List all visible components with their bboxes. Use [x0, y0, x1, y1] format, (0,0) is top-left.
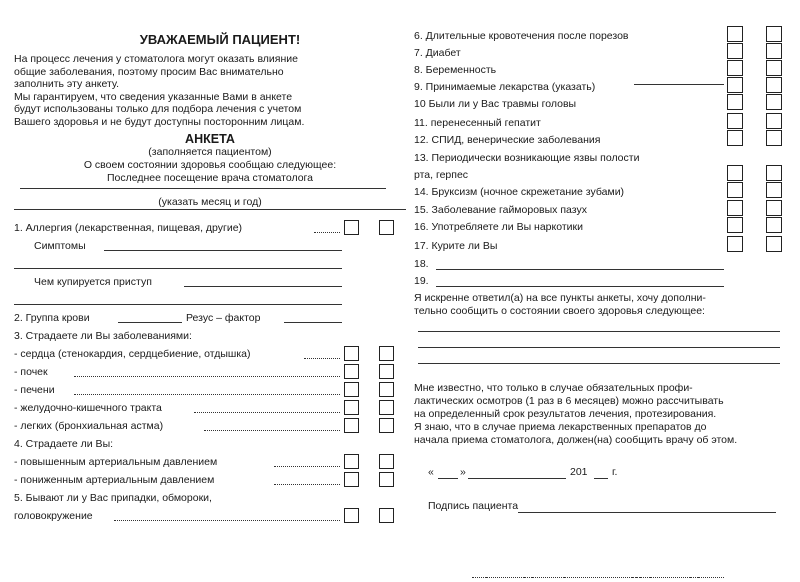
right-no-checkbox[interactable]	[766, 217, 782, 233]
notice-line: на определенный срок результатов лечения, протезирования.	[414, 408, 717, 420]
relief-label: Чем купируется приступ	[14, 276, 154, 288]
right-no-checkbox[interactable]	[766, 182, 782, 198]
q3-heading-row	[14, 327, 406, 345]
q4-item-row	[14, 471, 406, 489]
date-month-field[interactable]	[468, 478, 566, 479]
additional-info-field[interactable]	[418, 347, 780, 348]
q5-row	[14, 489, 406, 507]
right-no-checkbox[interactable]	[766, 200, 782, 216]
right-item-label: 10 Были ли у Вас травмы головы	[414, 98, 577, 110]
right-yes-checkbox[interactable]	[727, 236, 743, 252]
q3-liver-yes-checkbox[interactable]	[344, 382, 359, 397]
right-item-label: 13. Периодически возникающие язвы полости	[414, 152, 640, 164]
relief-row-2	[14, 291, 406, 309]
right-yes-checkbox[interactable]	[727, 113, 743, 129]
right-yes-checkbox[interactable]	[727, 130, 743, 146]
right-item-label: 8. Беременность	[414, 64, 497, 76]
q5-row-2	[14, 507, 406, 525]
right-yes-checkbox[interactable]	[727, 182, 743, 198]
q3-item-row	[14, 417, 406, 435]
q3-item-label: - сердца (стенокардия, сердцебиение, отдышка)	[14, 348, 251, 360]
right-item-row	[414, 240, 497, 252]
right-item-label: 7. Диабет	[414, 47, 461, 59]
q3-lungs-no-checkbox[interactable]	[379, 418, 394, 433]
right-no-checkbox[interactable]	[766, 165, 782, 181]
intro-line: общие заболевания, поэтому просим Вас внимательно	[14, 65, 284, 78]
right-item-label: 6. Длительные кровотечения после порезов	[414, 30, 629, 42]
q3-item-label: - желудочно-кишечного тракта	[14, 402, 162, 414]
q1-no-checkbox[interactable]	[379, 220, 394, 235]
signature-field[interactable]	[518, 512, 776, 513]
symptoms-label: Симптомы	[14, 240, 88, 252]
right-yes-checkbox[interactable]	[727, 94, 743, 110]
right-item-label: 16. Употребляете ли Вы наркотики	[414, 221, 583, 233]
notice-block	[414, 382, 794, 447]
right-item-label: 17. Курите ли Вы	[414, 240, 498, 252]
date-day-field[interactable]	[438, 478, 458, 479]
q3-liver-no-checkbox[interactable]	[379, 382, 394, 397]
right-item-label: 9. Принимаемые лекарства (указать)	[414, 81, 596, 93]
rh-factor-field[interactable]	[284, 322, 342, 323]
right-item-label: 18.	[414, 258, 429, 270]
right-item-row	[414, 204, 587, 216]
right-yes-checkbox[interactable]	[727, 77, 743, 93]
q3-item-label: - легких (бронхиальная астма)	[14, 420, 164, 432]
q4-item-label: - пониженным артериальным давлением	[14, 474, 215, 486]
symptoms-field[interactable]	[104, 250, 342, 251]
right-item-row	[414, 47, 461, 59]
date-close-quote: »	[460, 466, 466, 478]
health-state-heading: О своем состоянии здоровья сообщаю следующее:	[83, 159, 337, 171]
q4-label: 4. Страдаете ли Вы:	[14, 438, 114, 450]
intro-line: На процесс лечения у стоматолога могут оказать влияние	[14, 53, 298, 65]
q3-heart-no-checkbox[interactable]	[379, 346, 394, 361]
rh-factor-label: Резус – фактор	[186, 309, 262, 327]
filled-by-note: (заполняется пациентом)	[148, 146, 272, 158]
q5-label-line1: 5. Бывают ли у Вас припадки, обмороки,	[14, 492, 212, 504]
additional-info-line: тельно сообщить о состоянии своего здоровья следующее:	[414, 305, 705, 317]
right-item-label: 14. Бруксизм (ночное скрежетание зубами)	[414, 186, 625, 198]
q3-gi-yes-checkbox[interactable]	[344, 400, 359, 415]
medications-field[interactable]	[634, 84, 724, 85]
item-19-field[interactable]	[436, 286, 724, 287]
symptoms-field-2[interactable]	[14, 268, 342, 269]
q2-row	[14, 309, 406, 327]
relief-row	[14, 273, 406, 291]
q5-label-line2: головокружение	[14, 510, 93, 522]
q4-heading-row	[14, 435, 406, 453]
q4-item-label: - повышенным артериальным давлением	[14, 456, 218, 468]
last-visit-label: Последнее посещение врача стоматолога	[107, 172, 313, 184]
q3-item-row	[14, 399, 406, 417]
intro-line: Вашего здоровья и не будут доступны посторонним лицам.	[14, 115, 305, 128]
right-item-row	[414, 30, 629, 42]
q5-no-checkbox[interactable]	[379, 508, 394, 523]
right-no-checkbox[interactable]	[766, 77, 782, 93]
right-item-row	[414, 81, 595, 93]
q3-item-label: - почек	[14, 366, 48, 378]
intro-line: будут использованы только для подбора лечения с учетом	[14, 103, 302, 115]
signature-label: Подпись пациента	[428, 500, 519, 512]
blood-group-field[interactable]	[118, 322, 182, 323]
right-item-row	[414, 152, 639, 164]
date-suffix: г.	[612, 466, 618, 478]
right-item-row	[414, 221, 583, 233]
right-item-row	[414, 169, 468, 181]
q3-item-row	[14, 345, 406, 363]
additional-info-line: Я искренне ответил(а) на все пункты анкеты, хочу дополни-	[414, 292, 706, 304]
q3-label: 3. Страдаете ли Вы заболеваниями:	[14, 330, 192, 342]
right-item-row	[414, 258, 429, 270]
q4-high-bp-yes-checkbox[interactable]	[344, 454, 359, 469]
intro-line: Мы гарантируем, что сведения указанные Вами в анкете	[14, 90, 293, 103]
q5-yes-checkbox[interactable]	[344, 508, 359, 523]
additional-info-field[interactable]	[418, 363, 780, 364]
right-no-checkbox[interactable]	[766, 236, 782, 252]
q3-item-row	[14, 363, 406, 381]
right-item-row	[414, 186, 624, 198]
q3-kidney-yes-checkbox[interactable]	[344, 364, 359, 379]
right-no-checkbox[interactable]	[766, 94, 782, 110]
right-no-checkbox[interactable]	[766, 43, 782, 59]
q3-gi-no-checkbox[interactable]	[379, 400, 394, 415]
notice-line: Я знаю, что в случае приема лекарственных препаратов до	[414, 421, 707, 433]
right-yes-checkbox[interactable]	[727, 200, 743, 216]
q1-yes-checkbox[interactable]	[344, 220, 359, 235]
symptoms-row-2	[14, 255, 406, 273]
q3-kidney-no-checkbox[interactable]	[379, 364, 394, 379]
symptoms-row	[14, 237, 406, 255]
notice-line: лактических осмотров (1 раз в 6 месяцев) можно рассчитывать	[414, 395, 724, 407]
left-column	[14, 32, 406, 525]
blood-group-label: 2. Группа крови	[14, 312, 90, 324]
q4-low-bp-yes-checkbox[interactable]	[344, 472, 359, 487]
q4-low-bp-no-checkbox[interactable]	[379, 472, 394, 487]
last-visit-field[interactable]	[20, 188, 386, 189]
right-item-row	[414, 117, 541, 129]
additional-info-field[interactable]	[418, 331, 780, 332]
right-yes-checkbox[interactable]	[727, 165, 743, 181]
right-item-row	[414, 134, 600, 146]
right-no-checkbox[interactable]	[766, 130, 782, 146]
item-18-field[interactable]	[436, 269, 724, 270]
right-yes-checkbox[interactable]	[727, 26, 743, 42]
greeting-title: УВАЖАЕМЫЙ ПАЦИЕНТ!	[139, 32, 301, 47]
relief-field-2[interactable]	[14, 304, 342, 305]
q4-item-row	[14, 453, 406, 471]
date-year-field[interactable]	[594, 478, 608, 479]
right-item-row	[414, 64, 496, 76]
q3-item-row	[14, 381, 406, 399]
right-column	[414, 26, 794, 582]
month-year-field[interactable]	[14, 209, 406, 210]
right-no-checkbox[interactable]	[766, 60, 782, 76]
right-yes-checkbox[interactable]	[727, 60, 743, 76]
relief-field[interactable]	[184, 286, 342, 287]
right-no-checkbox[interactable]	[766, 113, 782, 129]
q4-high-bp-no-checkbox[interactable]	[379, 454, 394, 469]
additional-info-block	[414, 292, 780, 318]
form-title: АНКЕТА	[185, 132, 235, 146]
q3-item-label: - печени	[14, 384, 55, 396]
date-row	[428, 466, 434, 478]
right-item-label: 11. перенесенный гепатит	[414, 117, 541, 129]
right-item-label: 19.	[414, 275, 429, 287]
month-year-hint: (указать месяц и год)	[158, 196, 262, 208]
right-item-row	[414, 275, 429, 287]
date-open-quote: «	[428, 466, 434, 478]
q3-heart-yes-checkbox[interactable]	[344, 346, 359, 361]
right-item-label: рта, герпес	[414, 169, 469, 181]
q1-row	[14, 219, 406, 237]
right-item-row	[414, 98, 576, 110]
right-yes-checkbox[interactable]	[727, 43, 743, 59]
right-item-label: 12. СПИД, венерические заболевания	[414, 134, 601, 146]
right-item-label: 15. Заболевание гайморовых пазух	[414, 204, 587, 216]
notice-line: Мне известно, что только в случае обязательных профи-	[414, 382, 693, 394]
q3-lungs-yes-checkbox[interactable]	[344, 418, 359, 433]
notice-line: начала приема стоматолога, должен(на) сообщить врачу об этом.	[414, 434, 738, 446]
right-no-checkbox[interactable]	[766, 26, 782, 42]
intro-line: заполнить эту анкету.	[14, 78, 120, 90]
date-year-prefix: 201	[570, 466, 588, 478]
right-yes-checkbox[interactable]	[727, 217, 743, 233]
q1-label: 1. Аллергия (лекарственная, пищевая, другие)	[14, 222, 243, 234]
